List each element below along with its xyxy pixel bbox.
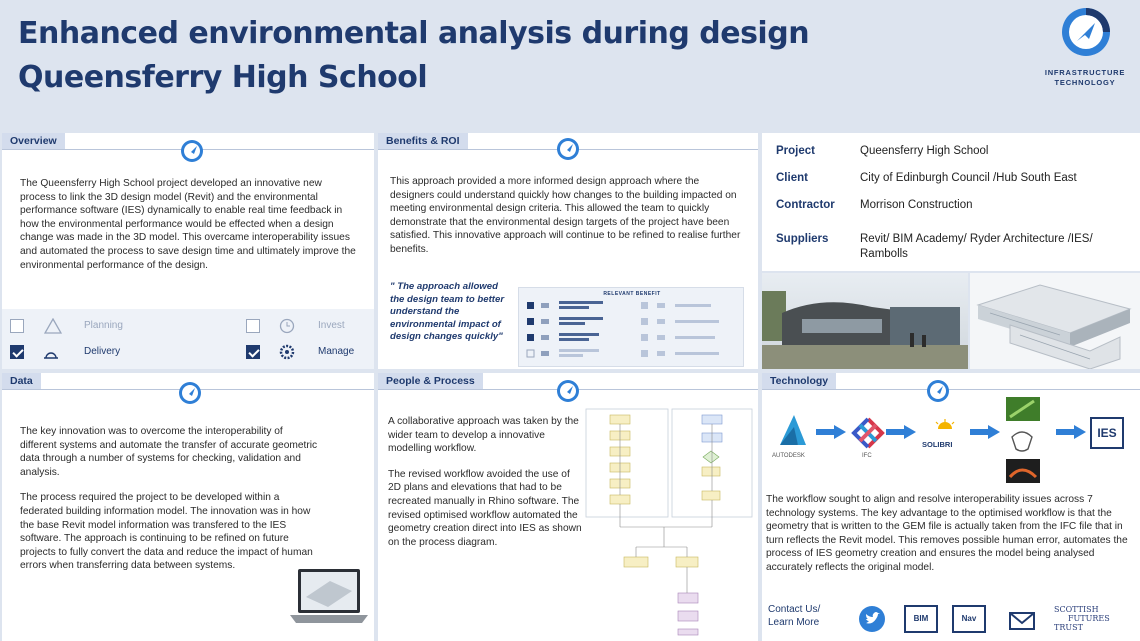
relevant-benefit-table: [518, 287, 744, 367]
overview-panel: [2, 133, 374, 369]
autodesk-label: AUTODESK: [772, 453, 805, 459]
overview-body: The Queensferry High School project developed an innovative new process to link the 3D design model (Revit) and the environmental performance software (IES) dynamically to enable real time feedback in how the environmental performance would be effected when a design change was made in the 3D model. This overcame interoperability issues and automated the process to save design time and ultimately improve the environmental performance of the design.: [20, 178, 356, 271]
nav-badge[interactable]: Nav: [952, 605, 986, 633]
ies-logo: IES: [1090, 417, 1124, 449]
benefits-body: This approach provided a more informed design approach where the designers could understand quickly how changes to the building impacted on meeting environmental design criteria. This allowed the team to quickly demonstrate that the environmental design targets of the project have been satisfied. This innovative approach will continue to be refined to realise further benefits.: [390, 176, 741, 255]
twitter-icon[interactable]: [858, 605, 886, 633]
arrow-right-icon: [970, 425, 1000, 439]
school-photo: [762, 273, 968, 369]
project-info-panel: Project Queensferry High School Client City of Edinburgh Council /Hub South East Contractor Morrison Construction Suppliers Revit/ BIM Academy/ Ryder Architecture /IES/ Rambolls: [762, 133, 1140, 271]
invest-checkbox[interactable]: [246, 319, 260, 333]
arrow-right-icon: [816, 425, 846, 439]
compass-icon: [556, 379, 580, 403]
planning-checkbox[interactable]: [10, 319, 24, 333]
compass-logo-icon: [1060, 6, 1112, 58]
ifc-logo-icon: [850, 415, 886, 451]
clock-icon: [278, 318, 296, 334]
delivery-checkbox[interactable]: [10, 345, 24, 359]
page-title: Enhanced environmental analysis during design: [18, 16, 810, 51]
gear-icon: [278, 344, 296, 360]
arrow-right-icon: [1056, 425, 1086, 439]
delivery-label: Delivery: [84, 346, 121, 357]
benefits-panel: [378, 133, 758, 369]
planning-label: Planning: [84, 320, 123, 331]
technology-panel: [762, 373, 1140, 641]
benefit-rows-graphic: [519, 298, 745, 366]
process-diagram: [584, 407, 754, 637]
stage-checklist: [2, 309, 374, 369]
compass-icon: [178, 381, 202, 405]
data-body: The key innovation was to overcome the interoperability of different systems and automate the transfer of accurate geometric data through a number of systems for checking, validation and analysis. The process required the project to be developed within a federated building information model. The innovation was in how the base Revit model information was transfered to the IES software. The approach is continuing to be refined on future projects to fully convert the data and reduce the impact of human errors when transferring data between systems.: [20, 426, 318, 572]
data-title: Data: [2, 373, 41, 389]
people-title: People & Process: [378, 373, 483, 389]
laptop-icon: [290, 567, 368, 627]
arrow-right-icon: [886, 425, 916, 439]
invest-label: Invest: [318, 320, 345, 331]
compass-icon: [180, 139, 204, 163]
people-body: A collaborative approach was taken by the wider team to develop a innovative modelling workflow. The revised workflow avoided the use of 2D plans and elevations that had to be recreated manually in Rhino software. The revised optimised workflow automated the geometry creation direct into IES as shown on the process diagram.: [388, 416, 582, 548]
solibri-logo-icon: [922, 417, 968, 441]
contact-link[interactable]: Contact Us/ Learn More: [768, 604, 821, 628]
bim-badge[interactable]: BIM: [904, 605, 938, 633]
infrastructure-technology-logo: [1032, 6, 1138, 96]
scottish-futures-trust-logo: SCOTTISH FUTURES TRUST: [1054, 605, 1110, 632]
3d-model-render: [970, 273, 1140, 369]
rhino-tools-stack-icon: [1004, 397, 1044, 483]
ifc-label: IFC: [862, 453, 872, 459]
autodesk-logo-icon: [776, 413, 810, 447]
solibri-label: SOLIBRI: [922, 440, 953, 449]
warning-icon: [44, 318, 62, 334]
overview-title: Overview: [2, 133, 65, 149]
manage-checkbox[interactable]: [246, 345, 260, 359]
table-heading: RELEVANT BENEFIT: [603, 291, 661, 297]
hardhat-icon: [42, 345, 60, 361]
logo-wordmark: INFRASTRUCTURE TECHNOLOGY: [1044, 68, 1126, 87]
compass-icon: [926, 379, 950, 403]
technology-title: Technology: [762, 373, 836, 389]
people-process-panel: [378, 373, 758, 641]
poster-header: [0, 0, 1140, 128]
technology-body: The workflow sought to align and resolve interoperability issues across 7 technology systems. The key advantage to the optimised workflow is that the geometry that is written to the GEM file is actually taken from the IFC file that in turn reflects the Revit model. This removes possible human error, automates the process of IES geometry creation and ensures the model being analysed accurately reflects the original model.: [766, 494, 1128, 573]
mail-icon[interactable]: [1006, 605, 1038, 633]
page-subtitle: Queensferry High School: [18, 60, 428, 95]
manage-label: Manage: [318, 346, 355, 357]
benefits-quote: " The approach allowed the design team to better understand the environmental impact of design changes quickly": [390, 281, 505, 343]
compass-icon: [556, 137, 580, 161]
data-panel: [2, 373, 374, 641]
benefits-title: Benefits & ROI: [378, 133, 468, 149]
